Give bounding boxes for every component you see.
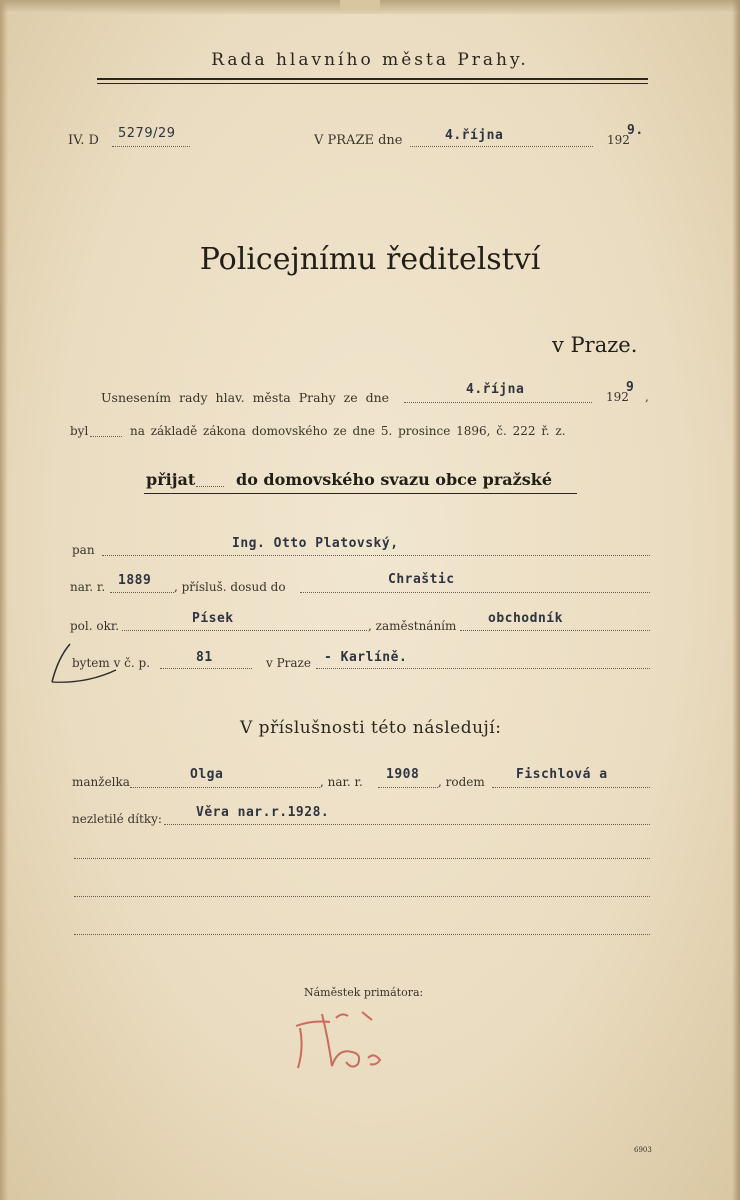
person-name: Ing. Otto Platovský, [232,536,399,551]
wife-maiden: Fischlová a [516,767,608,782]
ref-number: 5279/29 [118,126,176,141]
place-label: V PRAZE dne [314,133,403,148]
blank-line-1 [74,858,650,859]
wife-name: Olga [190,767,224,782]
children-label: nezletilé dítky: [72,812,162,826]
wife-born-line [378,787,438,788]
paper-right-edge [732,0,740,1200]
occupation: obchodník [488,611,563,626]
blank-line-3 [74,934,650,935]
occupation-line [460,630,650,631]
ref-section-label: IV. D [68,133,99,148]
belong-place: Chraštic [388,572,455,587]
signature-label: Náměstek primátora: [304,986,424,999]
resolution-date-line [404,402,592,403]
ref-year-prefix: 192 [607,133,630,147]
family-heading: V příslušnosti této následují: [240,718,502,738]
wife-name-line [130,787,320,788]
belong-line [300,592,650,593]
header-rule-1 [97,78,648,80]
wife-label: manželka [72,775,130,789]
occupation-label: , zaměstnáním [368,619,457,633]
accepted-word: přijat [146,470,196,489]
accepted-dots [196,486,224,487]
resolution-comma: , [645,390,649,404]
name-line [102,555,650,556]
born-line [110,592,174,593]
header-org: Rada hlavního města Prahy. [211,50,529,70]
pencil-mark [46,640,136,688]
resolution-line2-dots [90,436,122,437]
district-label: pol. okr. [70,619,120,633]
ref-number-line [112,146,190,147]
paper-tear [340,0,380,10]
residence-label: bytem v č. p. [72,656,151,670]
district-line [122,630,367,631]
header-rule-2 [97,83,648,84]
signature-stamp [282,1008,392,1078]
quarter-line [316,668,650,669]
wife-maiden-line [492,787,650,788]
resolution-date: 4.října [466,382,525,397]
pan-label: pan [72,543,95,557]
resolution-line2-prefix: byl [70,424,89,438]
house-line [160,668,252,669]
house-no: 81 [196,650,213,665]
born-label: nar. r. [70,580,106,594]
wife-born-label: , nar. r. [320,775,363,789]
wife-born-year: 1908 [386,767,420,782]
addressee-title: Policejnímu ředitelství [199,242,541,277]
quarter: - Karlíně. [324,650,408,665]
ref-year-suffix: 9. [627,123,644,138]
district: Písek [192,611,234,626]
resolution-year-prefix: 192 [606,390,629,404]
wife-maiden-label: , rodem [438,775,485,789]
resolution-line2-text: na základě zákona domovského ze dne 5. prosince 1896, č. 222 ř. z. [130,424,566,438]
paper-left-edge [0,0,8,1200]
accepted-underline [144,493,577,494]
blank-line-2 [74,896,650,897]
city-label: v Praze [266,656,311,670]
resolution-year-suffix: 9 [626,380,635,395]
belong-label: , přísluš. dosud do [174,580,286,594]
ref-date: 4.října [445,128,504,143]
children: Věra nar.r.1928. [196,805,330,820]
children-line [164,824,650,825]
addressee-city: v Praze. [552,333,638,357]
accepted-rest: do domovského svazu obce pražské [236,470,552,489]
born-year: 1889 [118,573,152,588]
resolution-prefix: Usnesením rady hlav. města Prahy ze dne [101,390,390,405]
date-line [410,146,593,147]
form-number: 6903 [634,1146,652,1154]
